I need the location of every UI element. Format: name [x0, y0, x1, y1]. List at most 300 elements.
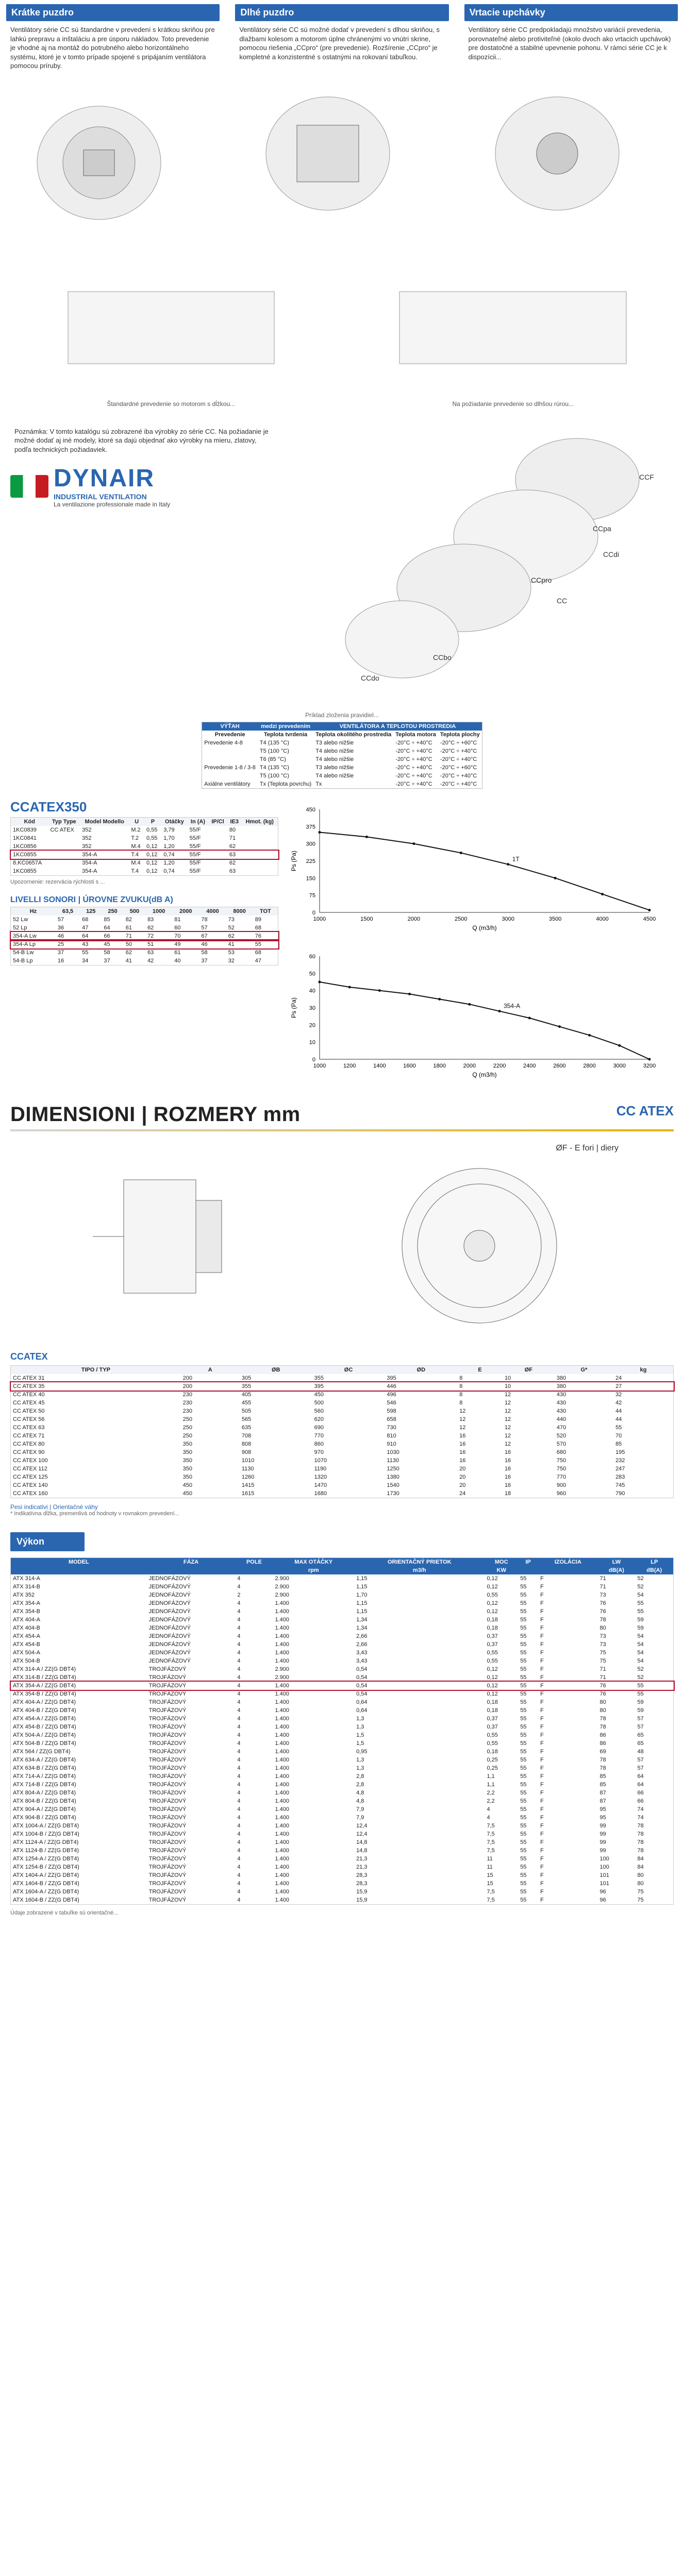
performance-cell: JEDNOFÁZOVÝ — [148, 1649, 191, 1656]
performance-cell: ATX 504-A — [13, 1649, 40, 1656]
performance-cell: F — [540, 1888, 544, 1895]
noise-cell: 37 — [201, 957, 208, 964]
dimension-cell: 44 — [615, 1408, 622, 1414]
performance-cell: F — [540, 1748, 544, 1755]
dimension-cell: 24 — [615, 1375, 622, 1381]
performance-cell: F — [540, 1699, 544, 1705]
performance-row — [11, 1599, 674, 1607]
cell: 55/F — [189, 859, 201, 866]
performance-cell: 59 — [637, 1707, 644, 1714]
dimension-cell: 908 — [241, 1449, 252, 1455]
dimension-cell: 450 — [314, 1391, 324, 1398]
performance-cell: 0,18 — [487, 1748, 498, 1755]
performance-row — [11, 1772, 674, 1781]
performance-cell: ATX 404-A — [13, 1616, 40, 1623]
performance-cell: 1.400 — [275, 1699, 289, 1705]
noise-cell: 43 — [82, 941, 89, 947]
dimension-cell: 1130 — [387, 1457, 399, 1464]
dimension-row — [11, 1415, 674, 1423]
performance-cell: TROJFÁZOVÝ — [148, 1839, 187, 1845]
performance-cell: 1.400 — [275, 1690, 289, 1697]
performance-cell: 0,37 — [487, 1641, 498, 1648]
cell: 1,20 — [163, 859, 175, 866]
dimension-cell: 20 — [459, 1482, 466, 1488]
dimension-cell: 20 — [459, 1465, 466, 1472]
performance-cell: 66 — [637, 1798, 644, 1804]
atex-cell: -20°C ÷ +40°C — [395, 781, 432, 787]
performance-cell: 0,12 — [487, 1666, 498, 1672]
performance-cell: 2,2 — [487, 1789, 495, 1796]
performance-cell: 1.400 — [275, 1732, 289, 1738]
performance-cell: F — [540, 1756, 544, 1763]
atex-cell: -20°C ÷ +40°C — [395, 756, 432, 762]
performance-cell: 55 — [520, 1896, 527, 1903]
perf-h: IP — [525, 1558, 531, 1565]
performance-cell: 78 — [637, 1831, 644, 1837]
noise-cell: 37 — [57, 949, 64, 956]
dimensions-note: Pesi indicativi | Orientačné váhy — [10, 1503, 98, 1511]
ccatex350-body — [11, 826, 278, 876]
performance-cell: 78 — [599, 1756, 606, 1763]
performance-cell: 4 — [237, 1831, 241, 1837]
performance-cell: 55 — [520, 1765, 527, 1771]
performance-cell: 55 — [520, 1641, 527, 1648]
noise-cell: 52 — [228, 924, 235, 931]
noise-cell: 36 — [57, 924, 64, 931]
performance-cell: 87 — [599, 1798, 606, 1804]
dimension-cell: 16 — [459, 1432, 466, 1439]
dimension-cell: 16 — [459, 1457, 466, 1464]
performance-row — [11, 1706, 674, 1715]
performance-cell: 0,18 — [487, 1616, 498, 1623]
cell: 352 — [82, 826, 92, 833]
performance-cell: ATX 314-A / ZZ(G DBT4) — [13, 1666, 76, 1672]
performance-cell: TROJFÁZOVÝ — [148, 1715, 187, 1722]
performance-cell: 55 — [520, 1600, 527, 1606]
performance-cell: 54 — [637, 1633, 644, 1639]
cell — [242, 851, 278, 859]
performance-cell: 7,5 — [487, 1896, 495, 1903]
performance-row — [11, 1871, 674, 1879]
performance-cell: 73 — [599, 1641, 606, 1648]
performance-cell: 21,3 — [356, 1863, 368, 1870]
performance-cell: 2.900 — [275, 1674, 289, 1681]
performance-cell: F — [540, 1773, 544, 1780]
ccatex350-h5: P — [151, 818, 155, 825]
performance-cell: 28,3 — [356, 1880, 368, 1887]
performance-cell: TROJFÁZOVÝ — [148, 1789, 187, 1796]
dimension-cell: 42 — [615, 1399, 622, 1406]
dimension-cell: 355 — [241, 1383, 252, 1389]
performance-cell: 28,3 — [356, 1872, 368, 1878]
dimension-front-wrap — [335, 1144, 624, 1341]
y-tick-label: 20 — [309, 1022, 315, 1029]
performance-cell: 78 — [599, 1765, 606, 1771]
performance-cell: 4 — [237, 1624, 241, 1631]
performance-cell: 85 — [599, 1781, 606, 1788]
performance-cell: 1,70 — [356, 1591, 368, 1598]
noise-cell: 45 — [104, 941, 110, 947]
series-point — [468, 1003, 471, 1006]
dimension-cell: 1415 — [241, 1482, 255, 1488]
performance-cell: 7,5 — [487, 1847, 495, 1854]
series-point — [438, 998, 441, 1001]
performance-cell: JEDNOFÁZOVÝ — [148, 1641, 191, 1648]
performance-cell: 0,55 — [487, 1740, 498, 1747]
performance-cell: 15 — [487, 1872, 493, 1878]
atex-cell: -20°C ÷ +40°C — [440, 772, 477, 779]
performance-cell: 64 — [637, 1773, 644, 1780]
cell: 55/F — [189, 843, 201, 850]
performance-cell: 1.400 — [275, 1814, 289, 1821]
performance-cell: 4 — [237, 1863, 241, 1870]
dimension-cell: CC ATEX 80 — [13, 1440, 45, 1447]
series-point — [460, 852, 462, 854]
performance-cell: 4 — [237, 1806, 241, 1812]
performance-cell: 55 — [637, 1682, 644, 1689]
dimensions-head — [11, 1365, 674, 1374]
noise-cell: 64 — [104, 924, 110, 931]
noise-cell: 52 Lp — [13, 924, 27, 931]
performance-cell: 78 — [637, 1847, 644, 1854]
performance-row — [11, 1690, 674, 1698]
performance-cell: TROJFÁZOVÝ — [148, 1781, 187, 1788]
performance-cell: 1,34 — [356, 1624, 368, 1631]
dimension-cell: 1680 — [314, 1490, 327, 1497]
performance-cell: TROJFÁZOVÝ — [148, 1822, 187, 1829]
performance-cell: 76 — [599, 1608, 606, 1615]
atex-cell: -20°C ÷ +40°C — [440, 748, 477, 754]
noise-cell: 16 — [57, 957, 64, 964]
performance-cell: 2.900 — [275, 1666, 289, 1672]
performance-cell: F — [540, 1781, 544, 1788]
y-tick-label: 40 — [309, 988, 315, 994]
performance-cell: 1.400 — [275, 1641, 289, 1648]
cell: 80 — [229, 826, 236, 833]
dimension-cell: 546 — [387, 1399, 396, 1406]
dimension-cell: 430 — [556, 1399, 566, 1406]
performance-cell: 80 — [599, 1699, 606, 1705]
performance-cell: JEDNOFÁZOVÝ — [148, 1591, 191, 1598]
intro-title-vrt: Vrtacie upchávky — [464, 4, 678, 21]
ccatex350-left — [10, 799, 278, 1082]
dimension-cell: 450 — [182, 1482, 192, 1488]
performance-row — [11, 1830, 674, 1838]
fan-short-sketch — [6, 78, 192, 248]
cell: 1KC0839 — [13, 826, 37, 833]
performance-cell: 84 — [637, 1855, 644, 1862]
atex-cell: T5 (100 °C) — [259, 772, 289, 779]
dimensions-drawings — [10, 1144, 674, 1341]
performance-cell: 55 — [520, 1888, 527, 1895]
performance-cell: 1.400 — [275, 1847, 289, 1854]
performance-cell: 4 — [237, 1649, 241, 1656]
dimension-cell: 620 — [314, 1416, 324, 1422]
logo — [10, 464, 278, 508]
performance-cell: F — [540, 1624, 544, 1631]
performance-cell: 11 — [487, 1855, 493, 1862]
performance-cell: 0,55 — [487, 1732, 498, 1738]
performance-cell: 78 — [637, 1839, 644, 1845]
series-point — [558, 1025, 561, 1028]
performance-cell: 66 — [637, 1789, 644, 1796]
performance-cell: 4 — [237, 1690, 241, 1697]
performance-cell: 52 — [637, 1666, 644, 1672]
performance-cell: 55 — [520, 1814, 527, 1821]
performance-cell: 95 — [599, 1814, 606, 1821]
performance-cell: 7,9 — [356, 1814, 364, 1821]
atex-row-5 — [202, 772, 482, 780]
noise-cell: 354-A Lp — [13, 941, 36, 947]
noise-cell: 83 — [147, 916, 154, 923]
perf-u: dB(A) — [609, 1567, 624, 1573]
performance-cell: 100 — [599, 1863, 609, 1870]
dimension-cell: 16 — [504, 1473, 511, 1480]
cell: 354-A — [82, 851, 97, 858]
dimension-cell: 808 — [241, 1440, 252, 1447]
dimension-cell: 10 — [504, 1383, 511, 1389]
performance-cell: 3,43 — [356, 1649, 368, 1656]
performance-cell: 59 — [637, 1699, 644, 1705]
performance-cell: 64 — [637, 1781, 644, 1788]
performance-cell: 80 — [599, 1624, 606, 1631]
series-point — [408, 993, 411, 995]
performance-cell: ATX 1404-A / ZZ(G DBT4) — [13, 1872, 79, 1878]
x-tick-label: 1200 — [343, 1062, 356, 1069]
dimension-cell: 55 — [615, 1424, 622, 1431]
x-tick-label: 2000 — [463, 1062, 476, 1069]
performance-cell: 0,25 — [487, 1756, 498, 1763]
cell: 354-A — [82, 859, 97, 866]
performance-cell: 4 — [237, 1732, 241, 1738]
performance-cell: ATX 1004-A / ZZ(G DBT4) — [13, 1822, 79, 1829]
dimensions-table-title: CCATEX — [10, 1351, 48, 1362]
performance-row — [11, 1739, 674, 1748]
noise-cell: 55 — [82, 949, 89, 956]
performance-row — [11, 1657, 674, 1665]
performance-cell: 7,5 — [487, 1839, 495, 1845]
dimension-cell: 500 — [314, 1399, 324, 1406]
ccatex350-h3: Model Modello — [85, 818, 124, 825]
ccatex350-head — [11, 817, 278, 826]
performance-cell: TROJFÁZOVÝ — [148, 1732, 187, 1738]
caption-left: Štandardné prevedenie so motorom s dĺžkou... — [107, 400, 236, 408]
label-ccdo: CCdo — [361, 673, 379, 682]
dimension-cell: 32 — [615, 1391, 622, 1398]
performance-cell: 74 — [637, 1814, 644, 1821]
performance-cell: F — [540, 1674, 544, 1681]
noise-title: LIVELLI SONORI | ÚROVNE ZVUKU(dB A) — [10, 895, 173, 904]
performance-cell: 2.900 — [275, 1575, 289, 1582]
dimension-row — [11, 1489, 674, 1498]
noise-body — [11, 916, 278, 965]
atex-table-section — [0, 711, 684, 789]
x-tick-label: 1800 — [433, 1062, 446, 1069]
performance-row — [11, 1673, 674, 1682]
atex-band-2: medzi prevedením — [261, 723, 311, 730]
performance-cell: 4 — [237, 1773, 241, 1780]
performance-cell: TROJFÁZOVÝ — [148, 1798, 187, 1804]
atex-col-4: Teplota motora — [395, 731, 436, 738]
performance-cell: ATX 634-B / ZZ(G DBT4) — [13, 1765, 76, 1771]
perf-u: m3/h — [412, 1567, 426, 1573]
sketch-left — [16, 261, 326, 408]
performance-cell: 2,66 — [356, 1641, 368, 1648]
sketch-row — [0, 261, 684, 408]
performance-cell: 4,8 — [356, 1798, 364, 1804]
performance-cell: 75 — [637, 1888, 644, 1895]
dimensions-section — [0, 1103, 684, 1517]
noise-cell: 66 — [104, 933, 110, 939]
performance-cell: 1.400 — [275, 1600, 289, 1606]
performance-cell: 1,34 — [356, 1616, 368, 1623]
series-line-0 — [320, 832, 649, 910]
chart-axis — [320, 809, 649, 912]
performance-cell: 0,37 — [487, 1715, 498, 1722]
y-tick-label: 375 — [306, 824, 315, 831]
atex-cell: T4 alebo nižšie — [315, 772, 354, 779]
series-point — [412, 842, 415, 845]
atex-cell: -20°C ÷ +40°C — [395, 764, 432, 771]
performance-row — [11, 1715, 674, 1723]
performance-cell: 4 — [237, 1633, 241, 1639]
performance-cell: 0,54 — [356, 1674, 368, 1681]
dimension-row — [11, 1473, 674, 1481]
performance-cell: JEDNOFÁZOVÝ — [148, 1583, 191, 1590]
performance-cell: 1.400 — [275, 1863, 289, 1870]
performance-row — [11, 1682, 674, 1690]
dimension-cell: 12 — [504, 1399, 511, 1406]
performance-row — [11, 1632, 674, 1640]
dimension-cell: 598 — [387, 1408, 396, 1414]
performance-cell: 55 — [520, 1699, 527, 1705]
series-point — [348, 986, 351, 988]
performance-cell: 1.400 — [275, 1880, 289, 1887]
logo-tag: La ventilazione professionale made in Italy — [54, 501, 171, 509]
performance-cell: ATX 454-B — [13, 1641, 40, 1648]
performance-cell: 4 — [237, 1600, 241, 1606]
performance-cell: 4 — [237, 1765, 241, 1771]
performance-cell: 0,12 — [487, 1690, 498, 1697]
noise-cell: 64 — [82, 933, 89, 939]
series-point — [498, 1010, 501, 1012]
dimension-cell: CC ATEX 71 — [13, 1432, 45, 1439]
x-tick-label: 3000 — [613, 1062, 626, 1069]
performance-cell: F — [540, 1880, 544, 1887]
performance-cell: 1.400 — [275, 1715, 289, 1722]
dimension-cell: 12 — [459, 1424, 466, 1431]
dimension-cell: CC ATEX 56 — [13, 1416, 45, 1422]
performance-cell: 1.400 — [275, 1888, 289, 1895]
performance-cell: 4 — [237, 1608, 241, 1615]
performance-cell: TROJFÁZOVÝ — [148, 1756, 187, 1763]
cell: 55/F — [189, 835, 201, 841]
performance-cell: TROJFÁZOVÝ — [148, 1880, 187, 1887]
cell: T.4 — [131, 868, 139, 874]
atex-cell: Prevedenie 4-8 — [204, 739, 243, 746]
performance-cell: TROJFÁZOVÝ — [148, 1888, 187, 1895]
performance-cell: ATX 804-B / ZZ(G DBT4) — [13, 1798, 76, 1804]
chart-1 — [289, 799, 660, 933]
noise-h: 2000 — [179, 908, 192, 914]
dimension-cell: CC ATEX 160 — [13, 1490, 48, 1497]
noise-cell: 85 — [104, 916, 110, 923]
dimension-cell: 44 — [615, 1416, 622, 1422]
dimension-cell: 1380 — [387, 1473, 399, 1480]
dimension-cell: 200 — [182, 1375, 192, 1381]
atex-cell: -20°C ÷ +60°C — [440, 764, 477, 771]
dimension-cell: 12 — [504, 1391, 511, 1398]
x-axis-label: Q (m3/h) — [472, 924, 497, 931]
performance-cell: 1.400 — [275, 1616, 289, 1623]
cell: 1KC0856 — [13, 843, 37, 850]
perf-u — [147, 1566, 236, 1574]
dimension-row — [11, 1391, 674, 1399]
cell: 1KC0855 — [13, 868, 37, 874]
dimension-cell: 770 — [314, 1432, 324, 1439]
performance-cell: ATX 904-B / ZZ(G DBT4) — [13, 1814, 76, 1821]
performance-cell: F — [540, 1633, 544, 1639]
performance-cell: 59 — [637, 1624, 644, 1631]
dimensions-head-row — [11, 1365, 674, 1374]
ccatex350-row — [11, 834, 278, 842]
atex-cell: T4 alebo nižšie — [315, 748, 354, 754]
atex-cell: Tx (Teplota povrchu) — [259, 781, 312, 787]
dim-h: kg — [640, 1366, 647, 1373]
performance-cell: 1,15 — [356, 1608, 368, 1615]
noise-cell: 60 — [174, 924, 181, 931]
cell: 0,12 — [146, 843, 158, 850]
atex-row-6 — [202, 780, 482, 789]
performance-cell: 55 — [520, 1624, 527, 1631]
intro-text-long: Ventilátory série CC sú možné dodať v prevedení s dlhou skriňou, s dlažbami kolesom a motorom úplne chránenými vo vnútri skrine, pomocou riešenia „CCpro“ (pre prevedenie). Rozšírenie „CCpro“ je kompletné a konzistentné s ostatnými na rokovaní tabuľkou. — [239, 26, 440, 61]
dimension-front-drawing — [335, 1153, 624, 1338]
dimension-cell: 380 — [556, 1375, 566, 1381]
performance-row — [11, 1731, 674, 1739]
dimension-cell: 350 — [182, 1440, 192, 1447]
performance-cell: 55 — [520, 1575, 527, 1582]
noise-cell: 62 — [147, 924, 154, 931]
noise-row — [11, 924, 278, 932]
dimension-cell: CC ATEX 112 — [13, 1465, 47, 1472]
performance-row — [11, 1797, 674, 1805]
performance-cell: ATX 404-B — [13, 1624, 40, 1631]
dimension-cell: 405 — [241, 1391, 252, 1398]
performance-footnote: Údaje zobrazené v tabuľke sú orientačné... — [10, 1909, 119, 1916]
ccatex350-row — [11, 826, 278, 834]
performance-cell: JEDNOFÁZOVÝ — [148, 1600, 191, 1606]
atex-cell: -20°C ÷ +40°C — [440, 756, 477, 762]
dimensions-footnote: * Indikatívna dĺžka, premenlivá od hodnoty v rovnakom prevedení... — [10, 1510, 179, 1517]
noise-cell: 40 — [174, 957, 181, 964]
performance-cell: 1.400 — [275, 1624, 289, 1631]
performance-cell: ATX 354-B — [13, 1608, 40, 1615]
performance-cell: 4 — [237, 1896, 241, 1903]
performance-cell: 1,3 — [356, 1756, 364, 1763]
performance-cell: 1.400 — [275, 1798, 289, 1804]
performance-cell: 4 — [237, 1855, 241, 1862]
performance-cell: 99 — [599, 1831, 606, 1837]
dimension-cell: 680 — [556, 1449, 566, 1455]
performance-cell: ATX 454-A — [13, 1633, 40, 1639]
cell: 352 — [82, 843, 92, 850]
dimension-cell: 570 — [556, 1440, 566, 1447]
performance-cell: TROJFÁZOVÝ — [148, 1872, 187, 1878]
dimensions-title: DIMENSIONI | ROZMERY mm — [10, 1103, 301, 1126]
cell: 1KC0855 — [13, 851, 37, 858]
noise-cell: 49 — [174, 941, 181, 947]
noise-row-highlight — [11, 932, 278, 940]
